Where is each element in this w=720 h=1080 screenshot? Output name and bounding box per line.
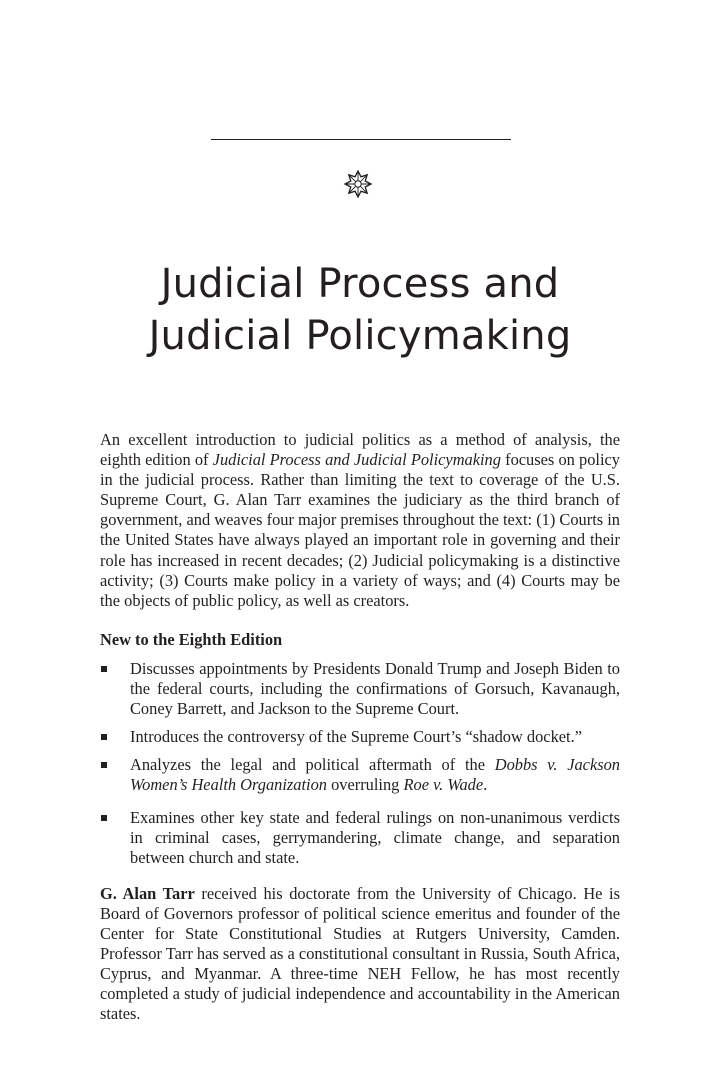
author-bio-text: received his doctorate from the University of Chicago. He is Board of Governors professor of political science emeritus and founder of the Center for State Constitutional Studies at Rutgers University, Camden. Professor Tarr has served as a constitutional consultant in Russia, South Africa, Cyprus, and Myanmar. A three-time NEH Fellow, he has most recently completed a study of judicial independence and accountability in the American states. [100,883,620,1024]
list-item [100,808,620,868]
case-name-dobbs: Dobbs v. Jackson Women’s Health Organization [130,755,620,795]
list-item-text: Examines other key state and federal rulings on non-unanimous verdicts in criminal cases, gerrymandering, climate change, and separation between church and state. [130,807,620,867]
intro-italic-title: Judicial Process and Judicial Policymaking [212,450,501,470]
square-bullet-icon [101,666,107,672]
new-edition-list [100,659,620,868]
square-bullet-icon [101,734,107,740]
square-bullet-icon [101,762,107,768]
list-item [100,659,620,719]
intro-text-end: focuses on policy in the judicial process. Rather than limiting the text to coverage of the U.S. Supreme Court, G. Alan Tarr examines the judiciary as the third branch of government, and weaves four major premises throughout the text: (1) Courts in the United States have always played an important role in governing and their role has increased in recent decades; (2) Judicial policymaking is a distinctive activity; (3) Courts make policy in a variety of ways; and (4) Courts may be the objects of public policy, as well as creators. [100,450,620,610]
list-item [100,727,620,747]
list-item-text-middle: overruling [327,775,404,795]
author-bio [100,884,620,1025]
list-item-text-end: . [483,775,488,795]
header-rule [211,139,511,140]
author-name: G. Alan Tarr [100,883,195,903]
square-bullet-icon [101,815,107,821]
new-edition-heading: New to the Eighth Edition [100,629,283,649]
list-item-text: Introduces the controversy of the Supreme Court’s “shadow docket.” [130,727,582,747]
list-item-text-start: Analyzes the legal and political aftermath of the [130,755,495,775]
eight-point-star-icon [343,169,373,199]
book-title: Judicial Process and Judicial Policymaking [148,261,572,359]
intro-paragraph [100,430,620,611]
case-name-roe: Roe v. Wade [403,775,484,795]
list-item [100,755,620,795]
intro-text-start: An excellent introduction to judicial politics as a method of analysis, the eighth edition of [100,430,620,470]
back-cover-body [100,430,620,1024]
list-item-text: Discusses appointments by Presidents Donald Trump and Joseph Biden to the federal courts, including the confirmations of Gorsuch, Kavanaugh, Coney Barrett, and Jackson to the Supreme Court. [130,658,620,719]
